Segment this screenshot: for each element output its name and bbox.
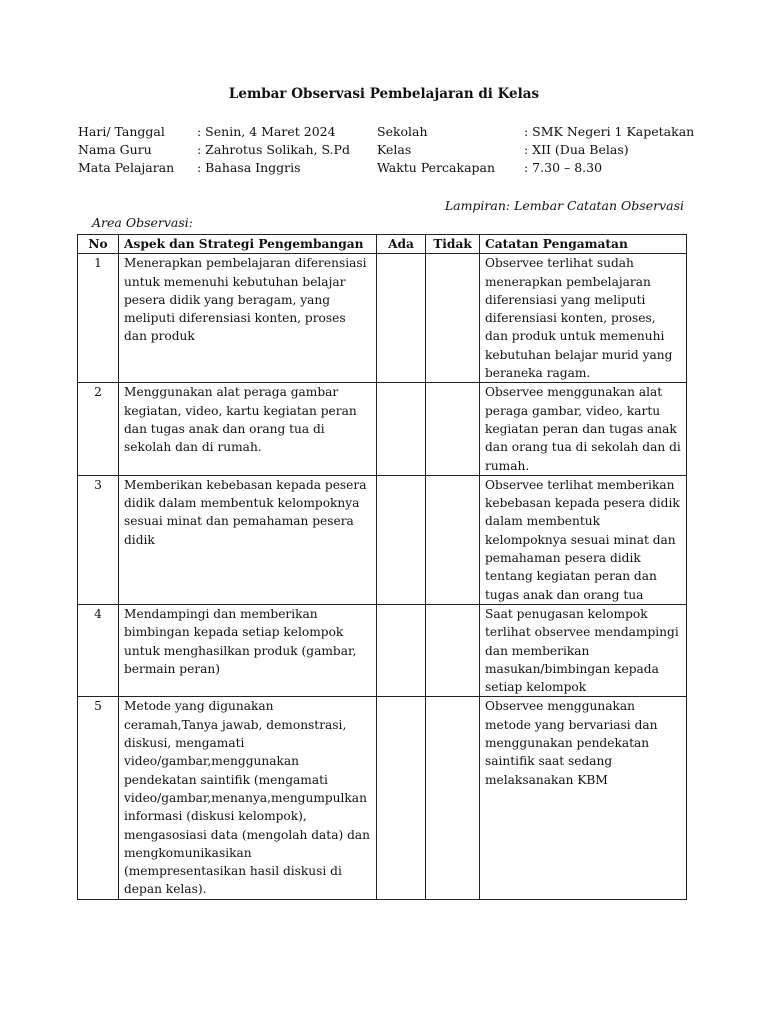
- cell-no: 4: [78, 604, 119, 696]
- cell-ada[interactable]: [377, 383, 426, 475]
- info-label-mata-pelajaran: Mata Pelajaran: [78, 160, 175, 175]
- table-row: [78, 475, 687, 604]
- cell-aspek: Memberikan kebebasan kepada pesera didik dalam membentuk kelompoknya sesuai minat dan pemahaman pesera didik: [119, 475, 377, 604]
- cell-catatan: Saat penugasan kelompok terlihat observee mendampingi dan memberikan masukan/bimbingan kepada setiap kelompok: [480, 604, 687, 696]
- info-value-nama-guru: : Zahrotus Solikah, S.Pd: [197, 142, 350, 157]
- lampiran-note: Lampiran: Lembar Catatan Observasi: [444, 198, 684, 213]
- cell-catatan: Observee terlihat sudah menerapkan pembelajaran diferensiasi yang meliputi diferensiasi konten, proses, dan produk untuk memenuhi kebutuhan belajar murid yang beraneka ragam.: [480, 254, 687, 383]
- info-label-sekolah: Sekolah: [377, 124, 428, 139]
- cell-aspek: Mendampingi dan memberikan bimbingan kepada setiap kelompok untuk menghasilkan produk (gambar, bermain peran): [119, 604, 377, 696]
- observation-table: [77, 234, 687, 900]
- cell-catatan: Observee terlihat memberikan kebebasan kepada pesera didik dalam membentuk kelompoknya sesuai minat dan pemahaman pesera didik tentang kegiatan peran dan tugas anak dan orang tua: [480, 475, 687, 604]
- info-label-nama-guru: Nama Guru: [78, 142, 152, 157]
- cell-aspek: Menggunakan alat peraga gambar kegiatan, video, kartu kegiatan peran dan tugas anak dan orang tua di sekolah dan di rumah.: [119, 383, 377, 475]
- info-value-waktu: : 7.30 – 8.30: [524, 160, 603, 175]
- cell-catatan: Observee menggunakan metode yang bervariasi dan menggunakan pendekatan saintifik saat sedang melaksanakan KBM: [480, 697, 687, 899]
- cell-ada[interactable]: [377, 604, 426, 696]
- header-ada: Ada: [377, 235, 426, 254]
- header-aspek: Aspek dan Strategi Pengembangan: [119, 235, 377, 254]
- info-value-mata-pelajaran: : Bahasa Inggris: [197, 160, 301, 175]
- info-value-sekolah: : SMK Negeri 1 Kapetakan: [524, 124, 695, 139]
- cell-aspek: Menerapkan pembelajaran diferensiasi untuk memenuhi kebutuhan belajar pesera didik yang beragam, yang meliputi diferensiasi konten, proses dan produk: [119, 254, 377, 383]
- cell-tidak[interactable]: [426, 383, 480, 475]
- header-no: No: [78, 235, 119, 254]
- cell-catatan: Observee menggunakan alat peraga gambar, video, kartu kegiatan peran dan tugas anak dan orang tua di sekolah dan di rumah.: [480, 383, 687, 475]
- cell-aspek: Metode yang digunakan ceramah,Tanya jawab, demonstrasi, diskusi, mengamati video/gambar,menggunakan pendekatan saintifik (mengamati video/gambar,menanya,mengumpulkan informasi (diskusi kelompok), mengasosiasi data (mengolah data) dan mengkomunikasikan (mempresentasikan hasil diskusi di depan kelas).: [119, 697, 377, 899]
- cell-ada[interactable]: [377, 475, 426, 604]
- table-row: [78, 383, 687, 475]
- table-header-row: [78, 235, 687, 254]
- info-label-waktu: Waktu Percakapan: [377, 160, 496, 175]
- cell-no: 2: [78, 383, 119, 475]
- header-catatan: Catatan Pengamatan: [480, 235, 687, 254]
- table-row: [78, 254, 687, 383]
- info-value-hari-tanggal: : Senin, 4 Maret 2024: [197, 124, 336, 139]
- cell-ada[interactable]: [377, 254, 426, 383]
- table-row: [78, 697, 687, 899]
- info-label-kelas: Kelas: [377, 142, 412, 157]
- info-label-hari-tanggal: Hari/ Tanggal: [78, 124, 165, 139]
- header-tidak: Tidak: [426, 235, 480, 254]
- cell-no: 5: [78, 697, 119, 899]
- cell-ada[interactable]: [377, 697, 426, 899]
- table-row: [78, 604, 687, 696]
- cell-no: 3: [78, 475, 119, 604]
- cell-tidak[interactable]: [426, 697, 480, 899]
- info-value-kelas: : XII (Dua Belas): [524, 142, 629, 157]
- area-observasi-label: Area Observasi:: [92, 215, 194, 230]
- cell-tidak[interactable]: [426, 475, 480, 604]
- cell-no: 1: [78, 254, 119, 383]
- document-title: Lembar Observasi Pembelajaran di Kelas: [228, 86, 540, 102]
- cell-tidak[interactable]: [426, 604, 480, 696]
- cell-tidak[interactable]: [426, 254, 480, 383]
